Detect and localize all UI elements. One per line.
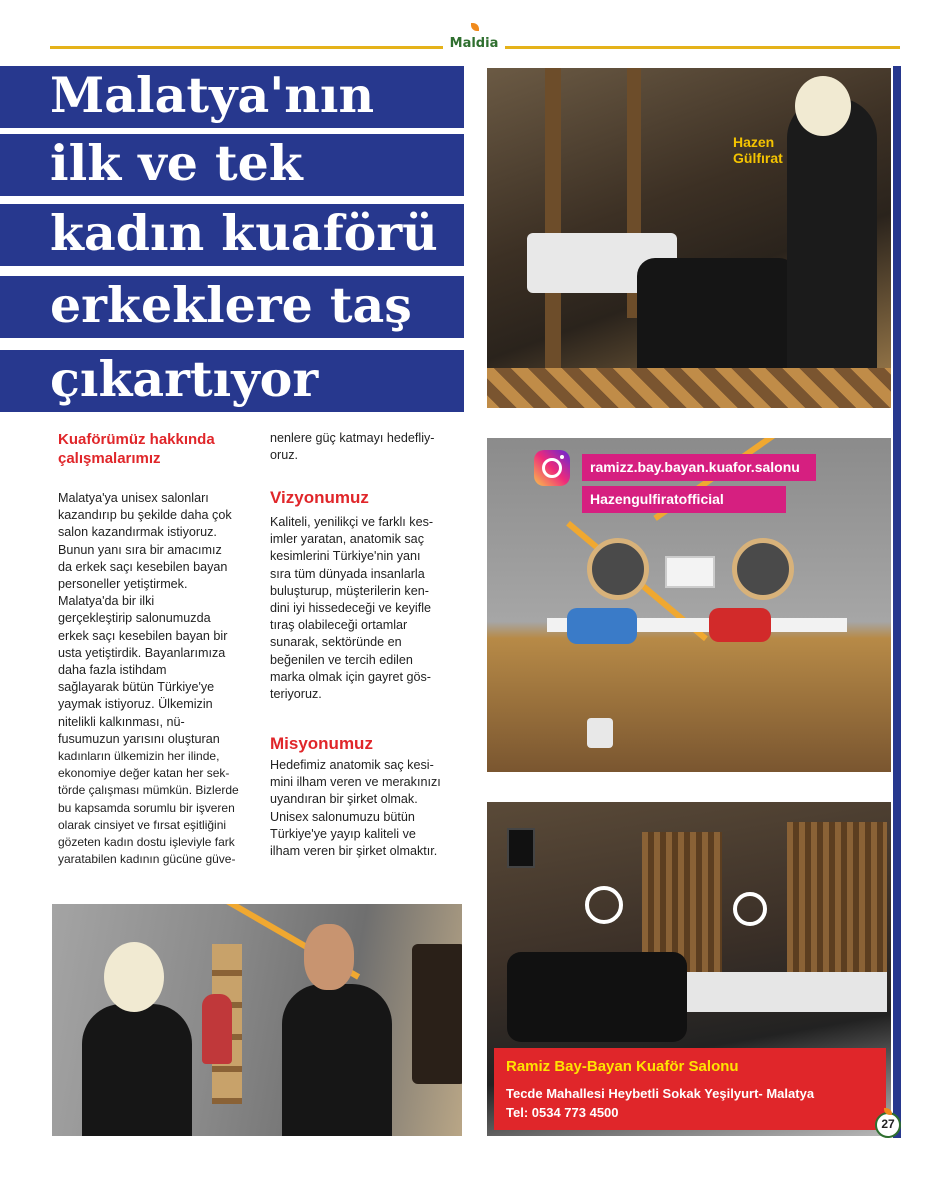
salon-phone[interactable]: Tel: 0534 773 4500 (506, 1105, 619, 1120)
salon-address: Tecde Mahallesi Heybetli Sokak Yeşilyurt- Malatya (506, 1086, 815, 1101)
mission-text: Hedefimiz anatomik saç kesi- mini ilham veren ve merakınızı uyandıran bir şirket olmak. Unisex salonumuzu bütün Türkiye'ye yayıp kaliteli ve ilham veren bir şirket olmaktır. (270, 758, 441, 859)
toy-car-chair (567, 608, 637, 644)
plant-pot (587, 718, 613, 748)
page-title-line: ilk ve tek (50, 134, 303, 192)
page-title-line: kadın kuaförü (50, 204, 438, 262)
floor-pattern (487, 368, 893, 410)
basin-row (687, 972, 887, 1012)
round-mirror (587, 538, 649, 600)
instagram-handle[interactable]: Hazengulfiratofficial (582, 486, 786, 513)
woman-figure (82, 1004, 192, 1138)
photo-stylist-salon (485, 66, 893, 410)
man-figure (282, 984, 392, 1138)
photo-name-caption: Hazen Gülfırat (733, 134, 783, 166)
leaf-icon (471, 23, 479, 31)
instagram-handle[interactable]: ramizz.bay.bayan.kuafor.salonu (582, 454, 816, 481)
page-title-line: Malatya'nın (50, 66, 375, 124)
mirror-frame (545, 68, 561, 368)
page-title-line: erkeklere taş (50, 276, 412, 334)
woman-hair (104, 942, 164, 1012)
man-head (304, 924, 354, 990)
ring-light (733, 892, 767, 926)
brand-logo (443, 31, 505, 53)
mission-heading: Misyonumuz (270, 734, 373, 753)
wall-poster (507, 828, 535, 868)
header-rule-left (50, 46, 443, 49)
brand-name: Maldia (449, 36, 499, 51)
toy-car-chair (709, 608, 771, 642)
instagram-badge (528, 446, 578, 488)
hair-painting (412, 944, 464, 1084)
ring-light (585, 886, 623, 924)
instagram-icon (534, 450, 570, 486)
photo-trophy (50, 902, 464, 1138)
about-continuation: nenlere güç katmayı hedefliy- oruz. (270, 431, 435, 463)
page-title-line: çıkartıyor (50, 350, 319, 408)
wall-screen (665, 556, 715, 588)
side-accent-bar (893, 66, 901, 1138)
page-number-badge (875, 1108, 901, 1138)
header-rule-right (505, 46, 900, 49)
trophy (202, 994, 232, 1064)
about-text: Malatya'ya unisex salonları kazandırıp bu şekilde daha çok salon kazandırmak istiyoruz. Bunun yanı sıra bir amacımız da erkek saçı kesebilen bayan personeller yetiştirmek. Malatya'da bir ilki gerçekleştirip salonumuzda erkek saçı kesebilen bayan bir usta yetiştirdik. Bayanlarımıza daha fazla istihdam sağlayarak bütün Türkiye'ye yaymak istiyoruz. Ülkemizin nitelikli kalkınması, nü- fusumuzun yarısını oluşturan kadınların ülkemizin her ilinde, ekonomiye değer katan her sek- törde çalışması mümkün. Bizlerde bu kapsamda sorumlu bir işveren olarak cinsiyet ve fırsat eşitliğini gözeten kadın dostu işleviyle fark yaratabilen kadının gücüne güve- (58, 491, 239, 867)
salon-name: Ramiz Bay-Bayan Kuaför Salonu (506, 1058, 739, 1075)
round-mirror (732, 538, 794, 600)
about-heading: Kuaförümüz hakkında çalışmalarımız (58, 431, 215, 467)
stylist-hair (795, 76, 851, 136)
salon-chairs (507, 952, 687, 1042)
vision-text: Kaliteli, yenilikçi ve farklı kes- imler yaratan, anatomik saç kesimlerini Türkiye'nin yanı sıra tüm dünyada insanlarla buluşturup, müşterilerin ken- dini iyi hissedeceği ve keyifle tıraş olabileceği ortamlar sunarak, sektöründe en beğenilen ve tercih edilen marka olmak için gayret gös- teriyoruz. (270, 515, 434, 702)
page-number: 27 (881, 1117, 895, 1131)
vision-heading: Vizyonumuz (270, 488, 369, 507)
salon-info-box (494, 1048, 886, 1130)
